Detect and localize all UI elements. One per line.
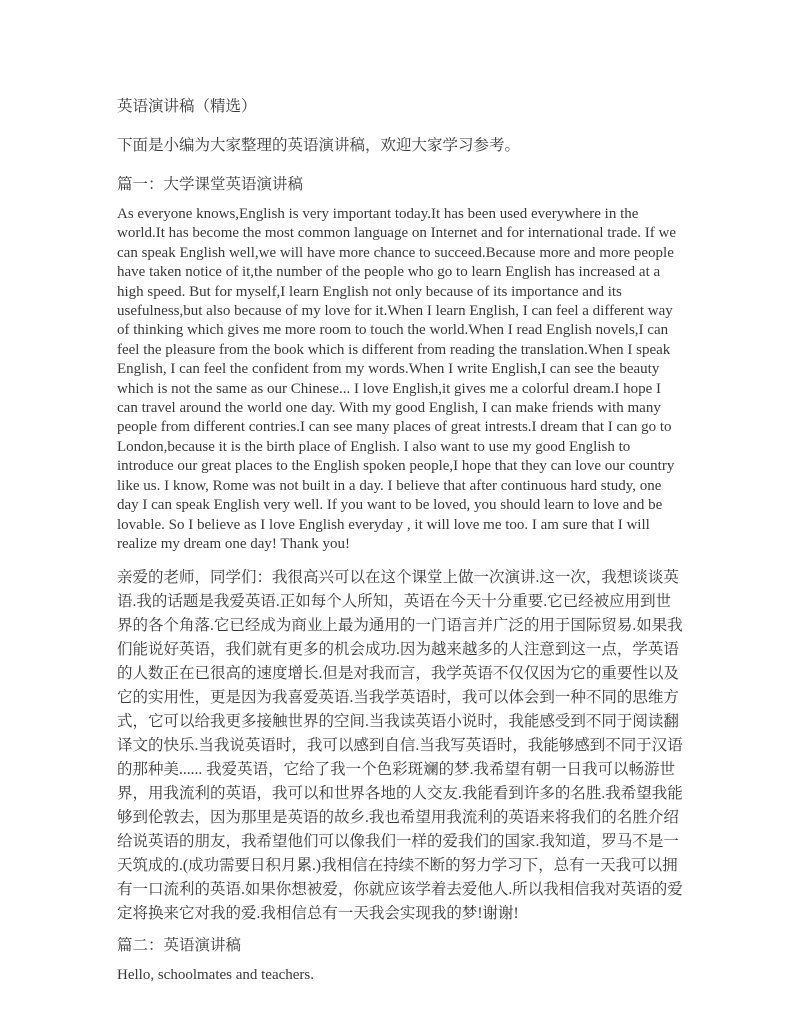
document-title: 英语演讲稿（精选）: [117, 98, 257, 115]
section-2-heading: 篇二：英语演讲稿: [117, 937, 242, 955]
section-1-english-speech-paragraph: As everyone knows,English is very important today.It has been used everywhere in the world.It has become the most common language on Internet and for international trade. If we can speak English well,we will have more chance to succeed.Because more and more people have taken notice of it,the number of the people who go to learn English has increased at a high speed. But for myself,I learn English not only because of its importance and its usefulness,but also because of my love for it.When I learn English, I can feel a different way of thinking which gives me more room to touch the world.When I read English novels,I can feel the pleasure from the book which is different from reading the translation.When I speak English, I can feel the confident from my words.When I write English,I can see the beauty which is not the same as our Chinese... I love English,it gives me a colorful dream.I hope I can travel around the world one day. With my good English, I can make friends with many people from different contries.I can see many places of great intrests.I dream that I can go to London,because it is the birth place of English. I also want to use my good English to introduce our great places to the English spoken people,I hope that they can love our country like us. I know, Rome was not built in a day. I believe that after continuous hard study, one day I can speak English very well. If you want to be loved, you should learn to love and be lovable. So I believe as I love English everyday , it will love me too. I am sure that I will realize my dream one day! Thank you!: [117, 206, 676, 552]
section-1-heading: 篇一：大学课堂英语演讲稿: [117, 176, 304, 193]
intro-text: 下面是小编为大家整理的英语演讲稿，欢迎大家学习参考。: [117, 137, 521, 154]
section-1-chinese-translation-paragraph: 亲爱的老师，同学们：我很高兴可以在这个课堂上做一次演讲.这一次，我想谈谈英语.我的话题是我爱英语.正如每个人所知，英语在今天十分重要.它已经被应用到世界的各个角落.它已经成为商业上最为通用的一门语言并广泛的用于国际贸易.如果我们能说好英语，我们就有更多的机会成功.因为越来越多的人注意到这一点，学英语的人数正在已很高的速度增长.但是对我而言，我学英语不仅仅因为它的重要性以及它的实用性，更是因为我喜爱英语.当我学英语时，我可以体会到一种不同的思维方式，它可以给我更多接触世界的空间.当我读英语小说时，我能感受到不同于阅读翻译文的快乐.当我说英语时，我可以感到自信.当我写英语时，我能够感到不同于汉语的那种美...... 我爱英语，它给了我一个色彩斑斓的梦.我希望有朝一日我可以畅游世界，用我流利的英语，我可以和世界各地的人交友.我能看到许多的名胜.我希望我能够到伦敦去，因为那里是英语的故乡.我也希望用我流利的英语来将我们的名胜介绍给说英语的朋友，我希望他们可以像我们一样的爱我们的国家.我知道，罗马不是一天筑成的.(成功需要日积月累.)我相信在持续不断的努力学习下，总有一天我可以拥有一口流利的英语.如果你想被爱，你就应该学着去爱他人.所以我相信我对英语的爱定将换来它对我的爱.我相信总有一天我会实现我的梦!谢谢!: [117, 569, 683, 923]
section-2-greeting-paragraph: Hello, schoolmates and teachers.: [117, 967, 315, 984]
